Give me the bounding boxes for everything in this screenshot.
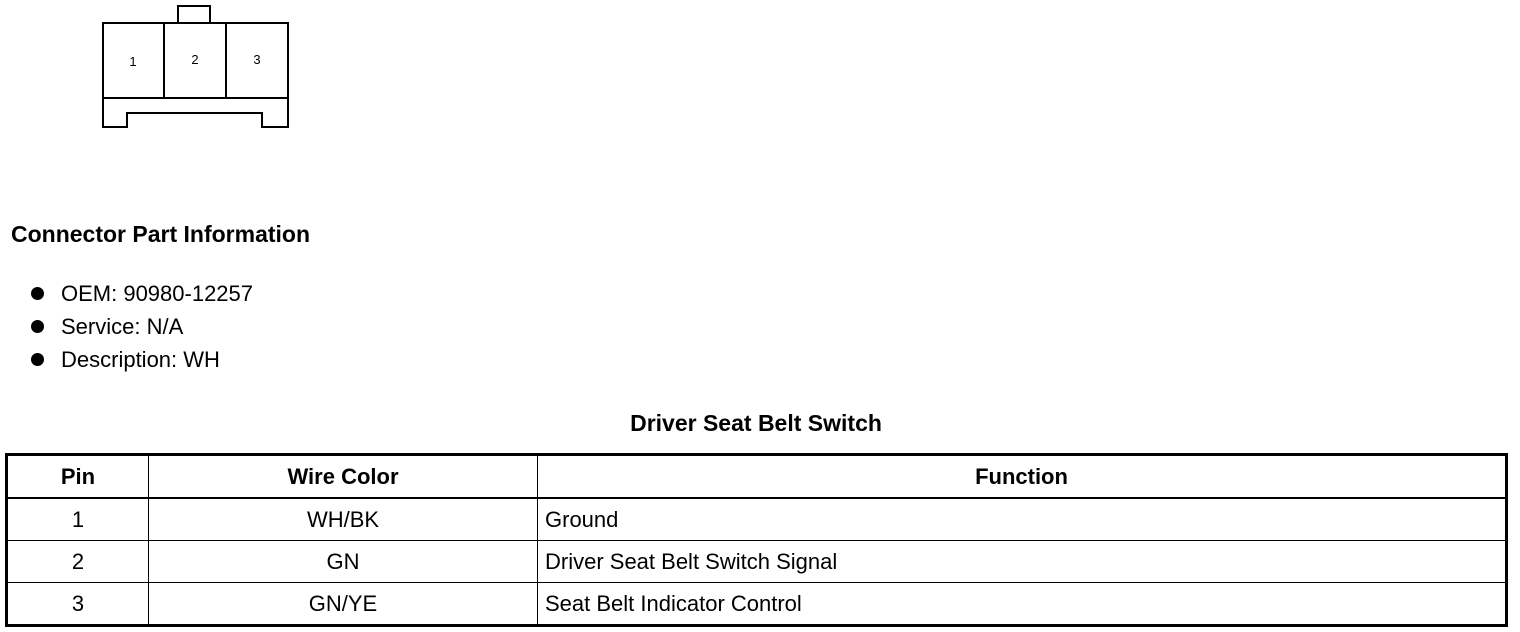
connector-latch <box>178 6 210 23</box>
pin-label-2: 2 <box>191 52 199 67</box>
pinout-table <box>5 453 1508 627</box>
pin-label-1: 1 <box>129 54 137 69</box>
table-row <box>7 541 1507 583</box>
info-item-text: Service: N/A <box>61 313 184 339</box>
function-cell: Ground <box>538 498 1507 541</box>
wire-color-cell: WH/BK <box>149 498 538 541</box>
pin-label-3: 3 <box>253 52 261 67</box>
connector-housing <box>103 23 288 127</box>
column-header-function: Function <box>538 455 1507 499</box>
info-item-text: Description: WH <box>61 346 220 372</box>
column-header-wire-color: Wire Color <box>149 455 538 499</box>
bullet-icon <box>31 320 44 333</box>
info-item-service <box>28 310 253 343</box>
table-header-row <box>7 455 1507 499</box>
pin-cell: 2 <box>7 541 149 583</box>
bullet-icon <box>31 353 44 366</box>
info-item-oem <box>28 277 253 310</box>
connector-info-list <box>28 277 253 376</box>
column-header-pin: Pin <box>7 455 149 499</box>
info-item-description <box>28 343 253 376</box>
function-cell: Driver Seat Belt Switch Signal <box>538 541 1507 583</box>
pin-cell: 1 <box>7 498 149 541</box>
info-item-text: OEM: 90980-12257 <box>61 280 254 306</box>
section-heading: Connector Part Information <box>11 221 311 247</box>
connector-face-diagram <box>0 0 300 135</box>
bullet-icon <box>31 287 44 300</box>
wire-color-cell: GN/YE <box>149 583 538 626</box>
table-title: Driver Seat Belt Switch <box>630 410 882 436</box>
function-cell: Seat Belt Indicator Control <box>538 583 1507 626</box>
pin-cell: 3 <box>7 583 149 626</box>
wire-color-cell: GN <box>149 541 538 583</box>
table-row <box>7 498 1507 541</box>
table-row <box>7 583 1507 626</box>
